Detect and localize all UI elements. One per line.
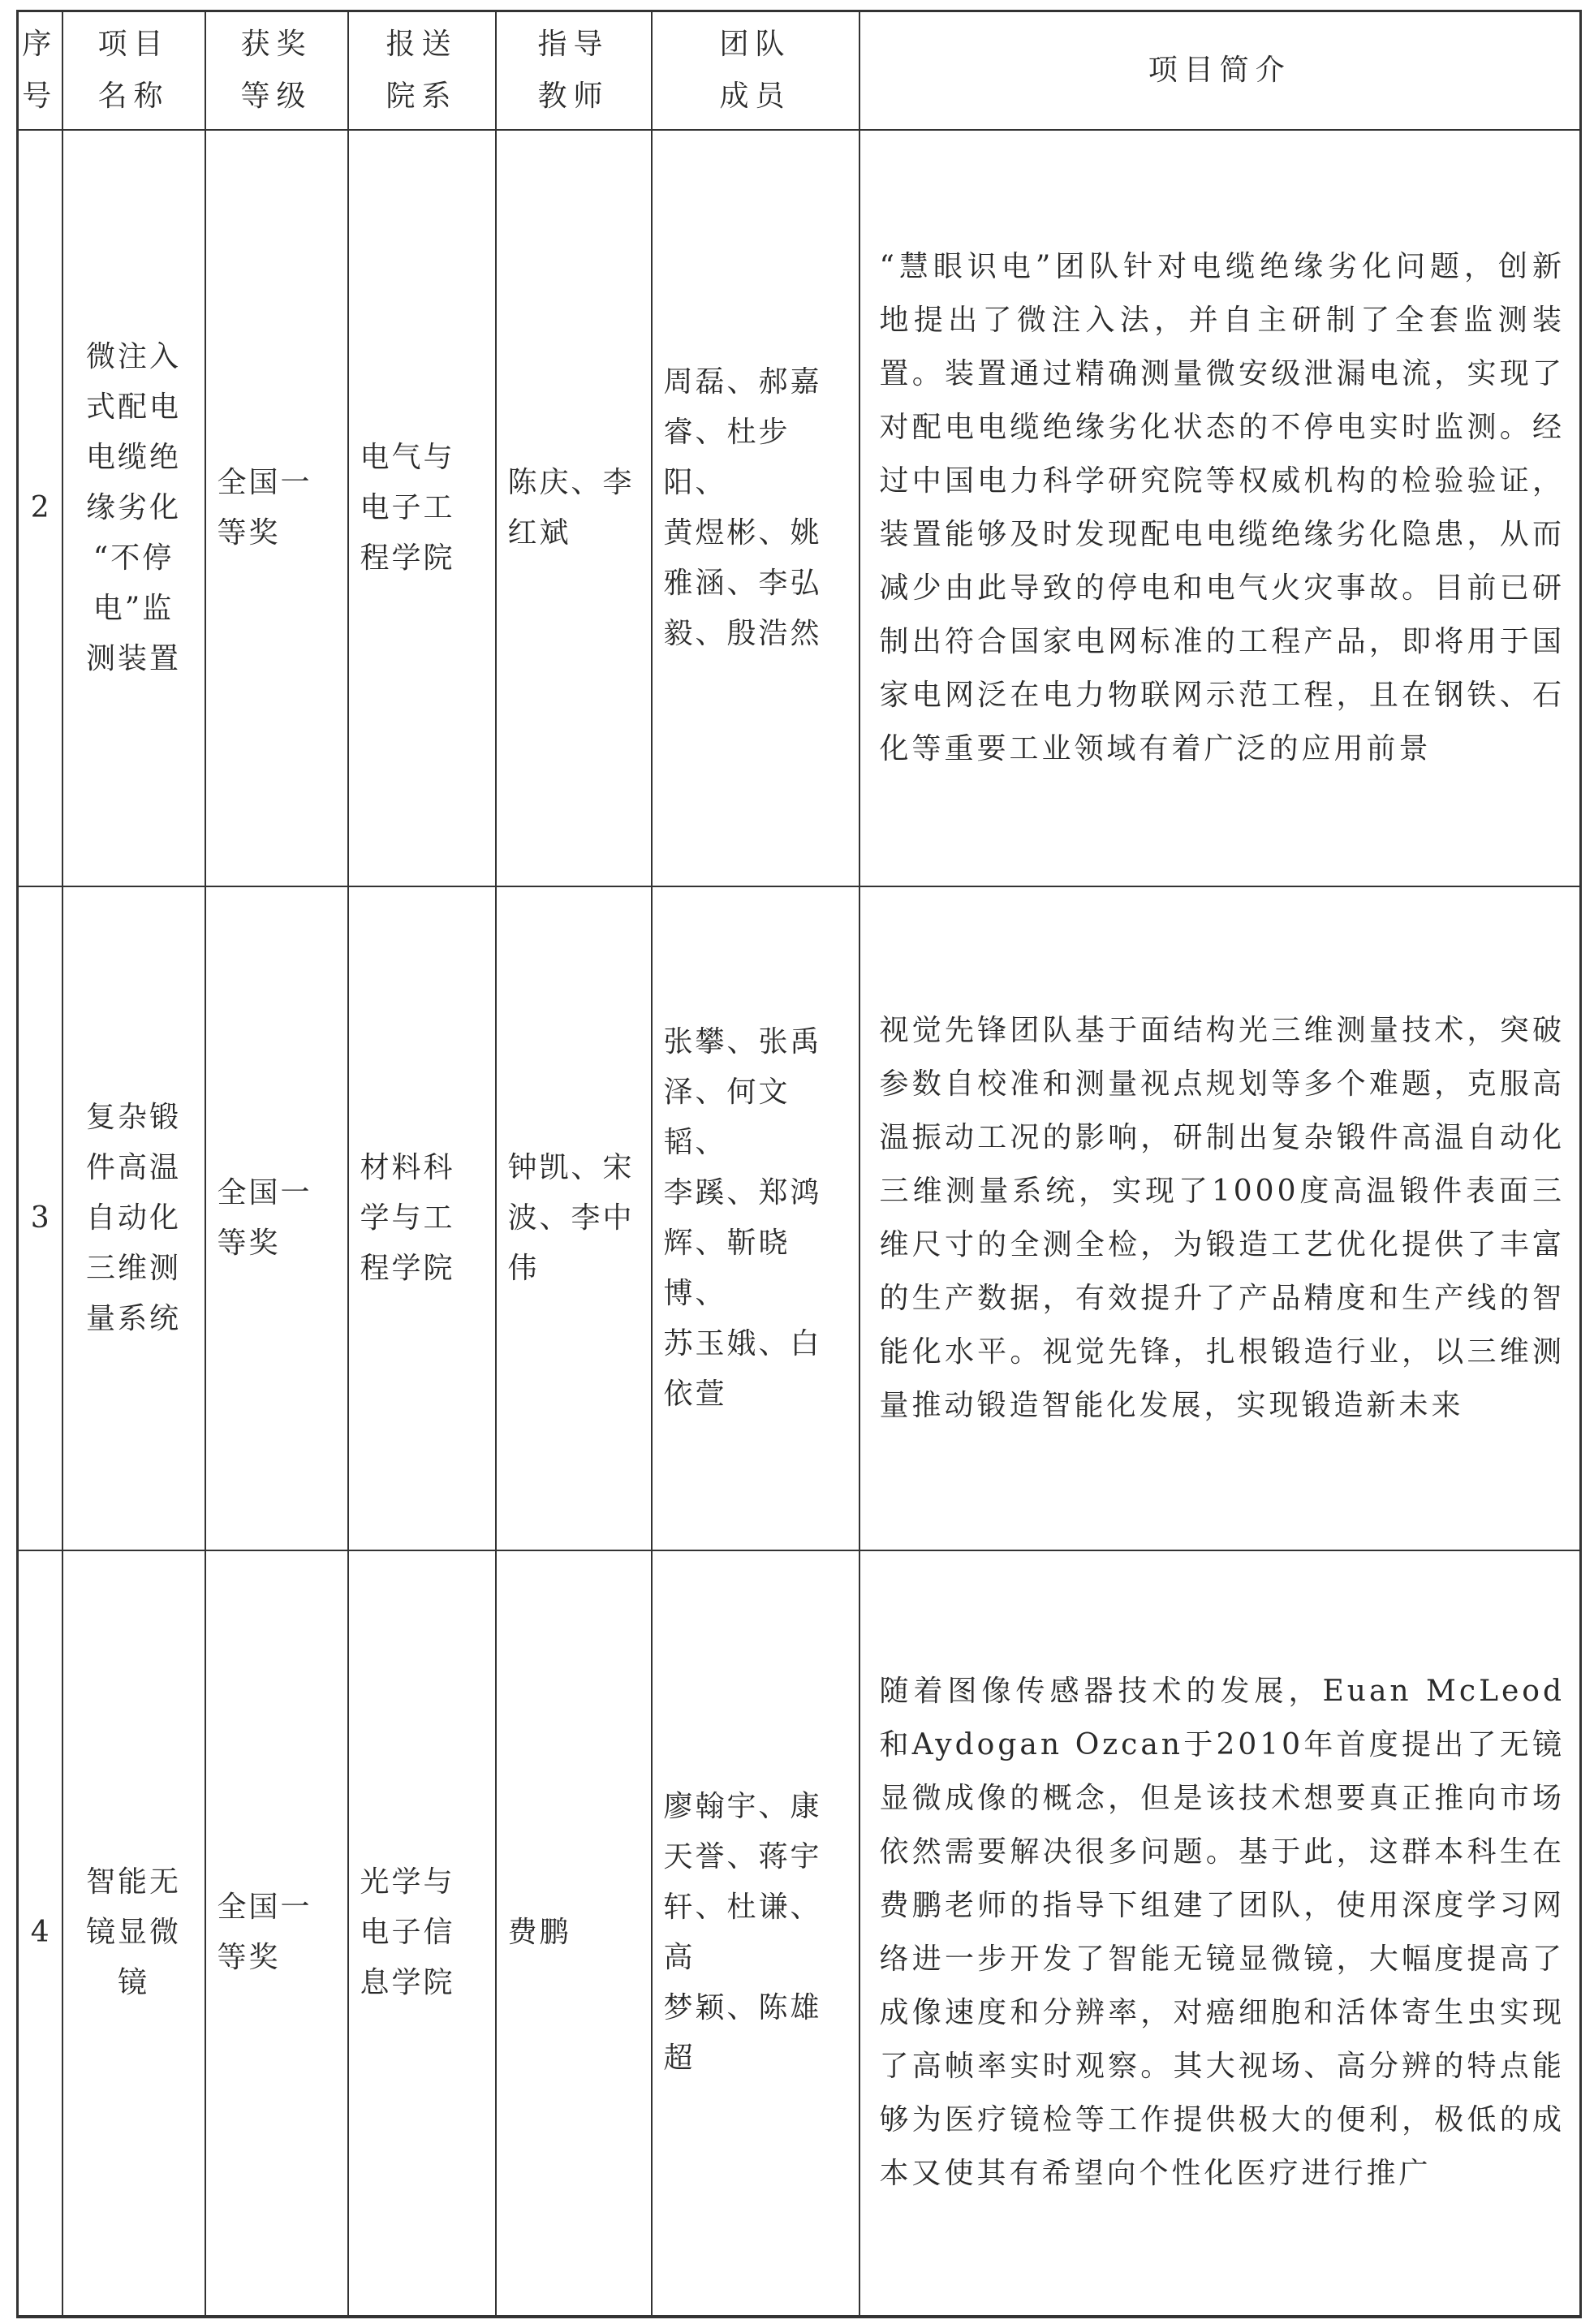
- row-seq: 2: [18, 130, 62, 886]
- row-team: 周磊、郝嘉 睿、杜步阳、 黄煜彬、姚 雅涵、李弘 毅、殷浩然: [652, 130, 859, 886]
- header-row: [18, 11, 1581, 130]
- row-project-name: 复杂锻 件高温 自动化 三维测 量系统: [62, 886, 205, 1550]
- header-level: 获奖 等级: [205, 11, 348, 130]
- row-award-level: 全国一 等奖: [205, 130, 348, 886]
- row-teacher: 费鹏: [496, 1550, 652, 2317]
- row-seq: 3: [18, 886, 62, 1550]
- row-department: 电气与 电子工 程学院: [348, 130, 496, 886]
- table-row: [18, 1550, 1581, 2317]
- awards-table: [16, 10, 1582, 2318]
- row-teacher: 钟凯、宋 波、李中 伟: [496, 886, 652, 1550]
- header-team: 团队 成员: [652, 11, 859, 130]
- row-team: 廖翰宇、康 天誉、蒋宇 轩、杜谦、高 梦颖、陈雄 超: [652, 1550, 859, 2317]
- row-team: 张攀、张禹 泽、何文韬、 李蹊、郑鸿 辉、靳晓博、 苏玉娥、白 依萱: [652, 886, 859, 1550]
- table-row: [18, 130, 1581, 886]
- row-project-name: 智能无 镜显微 镜: [62, 1550, 205, 2317]
- row-seq: 4: [18, 1550, 62, 2317]
- row-award-level: 全国一 等奖: [205, 886, 348, 1550]
- row-project-name: 微注入 式配电 电缆绝 缘劣化 “不停 电”监 测装置: [62, 130, 205, 886]
- row-department: 光学与 电子信 息学院: [348, 1550, 496, 2317]
- header-intro: 项目简介: [859, 11, 1581, 130]
- row-intro: 视觉先锋团队基于面结构光三维测量技术，突破参数自校准和测量视点规划等多个难题，克服高温振动工况的影响，研制出复杂锻件高温自动化三维测量系统，实现了1000度高温锻件表面三维尺寸的全测全检，为锻造工艺优化提供了丰富的生产数据，有效提升了产品精度和生产线的智能化水平。视觉先锋，扎根锻造行业，以三维测量推动锻造智能化发展，实现锻造新未来: [859, 886, 1581, 1550]
- header-dept: 报送 院系: [348, 11, 496, 130]
- header-teacher: 指导 教师: [496, 11, 652, 130]
- row-teacher: 陈庆、李 红斌: [496, 130, 652, 886]
- row-department: 材料科 学与工 程学院: [348, 886, 496, 1550]
- header-seq: 序 号: [18, 11, 62, 130]
- row-intro: 随着图像传感器技术的发展，Euan McLeod和Aydogan Ozcan于2010年首度提出了无镜显微成像的概念，但是该技术想要真正推向市场依然需要解决很多问题。基于此，这群本科生在费鹏老师的指导下组建了团队，使用深度学习网络进一步开发了智能无镜显微镜，大幅度提高了成像速度和分辨率，对癌细胞和活体寄生虫实现了高帧率实时观察。其大视场、高分辨的特点能够为医疗镜检等工作提供极大的便利，极低的成本又使其有希望向个性化医疗进行推广: [859, 1550, 1581, 2317]
- row-award-level: 全国一 等奖: [205, 1550, 348, 2317]
- table-row: [18, 886, 1581, 1550]
- header-name: 项目 名称: [62, 11, 205, 130]
- row-intro: “慧眼识电”团队针对电缆绝缘劣化问题，创新地提出了微注入法，并自主研制了全套监测装置。装置通过精确测量微安级泄漏电流，实现了对配电电缆绝缘劣化状态的不停电实时监测。经过中国电力科学研究院等权威机构的检验验证，装置能够及时发现配电电缆绝缘劣化隐患，从而减少由此导致的停电和电气火灾事故。目前已研制出符合国家电网标准的工程产品，即将用于国家电网泛在电力物联网示范工程，且在钢铁、石化等重要工业领域有着广泛的应用前景: [859, 130, 1581, 886]
